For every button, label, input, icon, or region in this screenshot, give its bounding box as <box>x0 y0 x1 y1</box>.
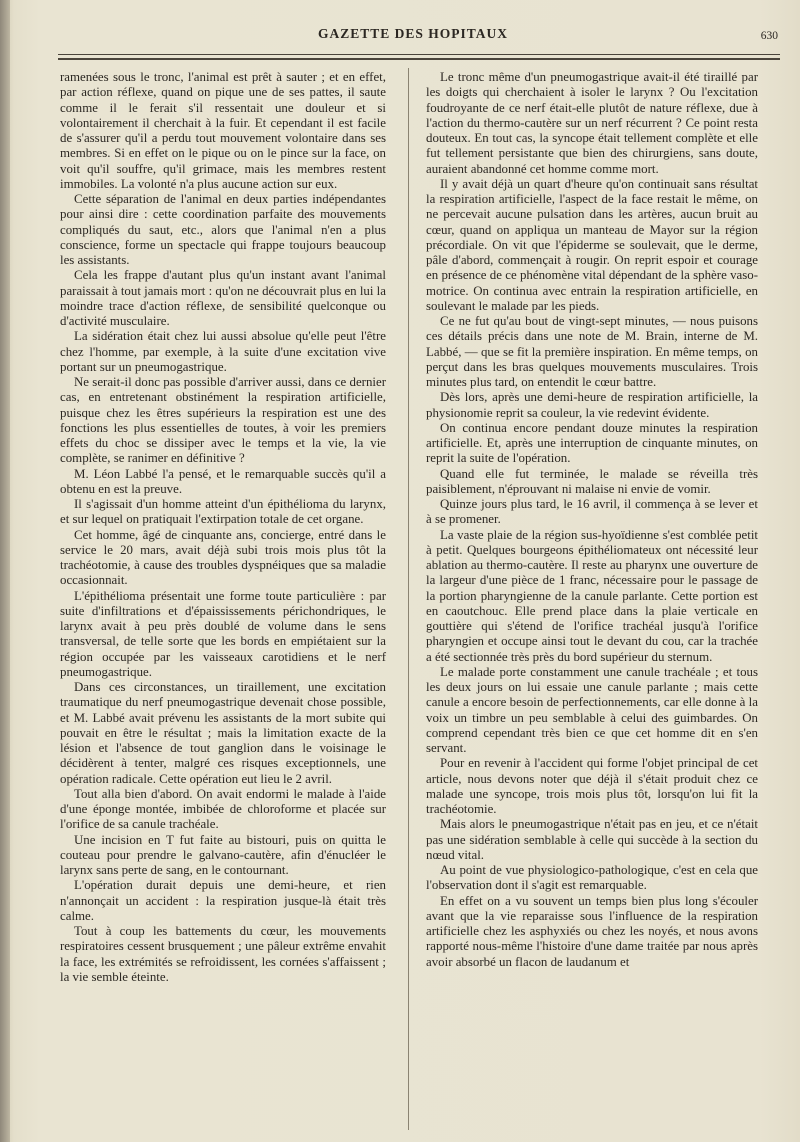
paragraph: Cela les frappe d'autant plus qu'un instant avant l'animal paraissait à tout jamais mort : qu'on ne découvrait plus en lui la moindre trace d'action réflexe, de sensibilité quelconque ou d'activité musculaire. <box>60 268 386 328</box>
paragraph: Le tronc même d'un pneumogastrique avait-il été tiraillé par les doigts qui cherchaient à isoler le larynx ? Ou l'excitation foudroyante de ce nerf était-elle plutôt de nature réflexe, due à l'action du thermo-cautère sur un nerf récurrent ? Ce point resta douteux. En tout cas, la syncope était tellement complète et elle fut tellement persistante que bien des chirurgiens, sans doute, auraient abandonné cet homme comme mort. <box>426 70 758 176</box>
paragraph: La sidération était chez lui aussi absolue qu'elle peut l'être chez l'homme, par exemple, à la suite d'une excitation vive portant sur un pneumogastrique. <box>60 329 386 374</box>
paragraph: La vaste plaie de la région sus-hyoïdienne s'est comblée petit à petit. Quelques bourgeons épithéliomateux ont nécessité leur ablation au thermo-cautère. Il reste au pharynx une ouverture de la largeur d'une pièce de 1 franc, nécessaire pour le passage de la portion pharyngienne de la canule parlante. Cette portion est en caoutchouc. Elle prend place dans la plaie verticale en gouttière qui s'étend de l'orifice trachéal jusqu'à l'orifice pharyngien et occupe ainsi tout le devant du cou, car la trachée a été sectionnée très près du bord supérieur du sternum. <box>426 527 758 664</box>
header-rule-thick <box>58 58 780 60</box>
right-column <box>426 70 758 970</box>
paragraph: Une incision en T fut faite au bistouri, puis on quitta le couteau pour prendre le galvano-cautère, afin d'énucléer le larynx sans perte de sang, en le contournant. <box>60 832 386 877</box>
paragraph: Quand elle fut terminée, le malade se réveilla très paisiblement, n'éprouvant ni malaise ni envie de vomir. <box>426 466 758 496</box>
paragraph: Tout à coup les battements du cœur, les mouvements respiratoires cessent brusquement ; une pâleur extrême envahit la face, les extrémités se refroidissent, les cornées s'affaissent ; la vie semble éteinte. <box>60 924 386 984</box>
header-rule-thin <box>58 54 780 55</box>
paragraph: En effet on a vu souvent un temps bien plus long s'écouler avant que la vie reparaisse sous l'influence de la respiration artificielle chez les asphyxiés ou chez les noyés, et nous avons rapporté nous-même l'histoire d'une dame traitée par nous après avoir absorbé un flacon de laudanum et <box>426 893 758 969</box>
paragraph: Dès lors, après une demi-heure de respiration artificielle, la physionomie reprit sa couleur, la vie redevint évidente. <box>426 390 758 420</box>
page-binding-edge <box>0 0 10 1142</box>
paragraph: Au point de vue physiologico-pathologique, c'est en cela que l'observation dont il s'agit est remarquable. <box>426 863 758 893</box>
paragraph: M. Léon Labbé l'a pensé, et le remarquable succès qu'il a obtenu en est la preuve. <box>60 466 386 496</box>
paragraph: Ne serait-il donc pas possible d'arriver aussi, dans ce dernier cas, en entretenant obstinément la respiration artificielle, puisque chez les êtres supérieurs la respiration est une des fonctions les plus essentielles de toutes, à voir les premiers effets du choc se dissiper avec le temps et la vie, la vie complète, se ranimer en définitive ? <box>60 375 386 466</box>
paragraph: Il y avait déjà un quart d'heure qu'on continuait sans résultat la respiration artificielle, l'aspect de la face restait le même, on ne percevait aucune pulsation dans les artères, aucun bruit au cœur, quand on appliqua un manteau de Mayor sur la région précordiale. On vit que l'épiderme se soulevait, que le derme, pâle d'abord, commençait à rougir. On reprit espoir et courage en présence de ce phénomène vital dépendant de la sphère vaso-motrice. On continua avec entrain la respiration artificielle, en soulevant le malade par les pieds. <box>426 176 758 313</box>
paragraph: Le malade porte constamment une canule trachéale ; et tous les deux jours on lui essaie une canule parlante ; mais cette canule a encore besoin de perfectionnements, car elle donne à la voix un timbre un peu semblable à celui des guimbardes. On comprend cependant très bien ce que cet homme dit en s'en servant. <box>426 664 758 755</box>
paragraph: Pour en revenir à l'accident qui forme l'objet principal de cet article, nous devons noter que déjà il s'était produit chez ce malade une syncope, trois mois plus tôt, lorsqu'on lui fit la trachéotomie. <box>426 756 758 816</box>
journal-title: GAZETTE DES HOPITAUX <box>317 26 509 41</box>
paragraph: Il s'agissait d'un homme atteint d'un épithélioma du larynx, et sur lequel on pratiquait l'extirpation totale de cet organe. <box>60 497 386 527</box>
paragraph: Quinze jours plus tard, le 16 avril, il commença à se lever et à se promener. <box>426 497 758 527</box>
paragraph: Ce ne fut qu'au bout de vingt-sept minutes, — nous puisons ces détails précis dans une note de M. Brain, interne de M. Labbé, — que se fit la première inspiration. En même temps, on perçut dans les bras quelques mouvements musculaires. Trois minutes plus tard, on entendit le cœur battre. <box>426 314 758 389</box>
paragraph: L'épithélioma présentait une forme toute particulière : par suite d'infiltrations et d'épaississements périchondriques, le larynx avait à peu près doublé de volume dans le sens transversal, de telle sorte que les bords en empiétaient sur la région occupée par les vaisseaux carotidiens et le nerf pneumogastrique. <box>60 588 386 679</box>
paragraph: On continua encore pendant douze minutes la respiration artificielle. Et, après une interruption de cinquante minutes, on reprit la suite de l'opération. <box>426 420 758 466</box>
paragraph: Dans ces circonstances, un tiraillement, une excitation traumatique du nerf pneumogastrique devenait chose possible, et M. Labbé avait prévenu les assistants de la mort subite qui pouvait en être le résultat ; mais la limitation exacte de la lésion et l'absence de tout ganglion dans le voisinage le décidèrent à tenter, malgré ces risques exceptionnels, une opération radicale. Cette opération eut lieu le 2 avril. <box>60 680 386 786</box>
paragraph: ramenées sous le tronc, l'animal est prêt à sauter ; et en effet, par action réflexe, quand on pique une de ses pattes, il saute comme il le ferait s'il ressentait une douleur et si volontairement il cherchait à la fuir. Et cependant il est facile de s'assurer qu'il a perdu tout mouvement volontaire dans ses membres. Si en effet on le pique ou on le pince sur la face, on voit qu'il souffre, qu'il grimace, mais les membres restent immobiles. La volonté n'a plus aucune action sur eux. <box>60 70 386 191</box>
left-column <box>60 70 386 985</box>
paragraph: Cette séparation de l'animal en deux parties indépendantes pour ainsi dire : cette coordination parfaite des mouvements compliqués du saut, etc., alors que l'animal n'en a plus conscience, forme un spectacle qui frappe toujours beaucoup les assistants. <box>60 192 386 267</box>
paragraph: Mais alors le pneumogastrique n'était pas en jeu, et ce n'était pas une sidération semblable à celle qui succède à la section du nœud vital. <box>426 817 758 862</box>
column-divider <box>408 68 409 1130</box>
page-number: 630 <box>760 30 778 42</box>
paragraph: Cet homme, âgé de cinquante ans, concierge, entré dans le service le 20 mars, avait déjà subi trois mois plus tôt la trachéotomie, à cause des troubles dyspnéiques que sa maladie occasionnait. <box>60 527 386 588</box>
paragraph: L'opération durait depuis une demi-heure, et rien n'annonçait un accident : la respiration jusque-là était très calme. <box>60 878 386 923</box>
paragraph: Tout alla bien d'abord. On avait endormi le malade à l'aide d'une éponge montée, imbibée de chloroforme et placée sur l'orifice de sa canule trachéale. <box>60 786 386 832</box>
running-header <box>0 26 800 46</box>
